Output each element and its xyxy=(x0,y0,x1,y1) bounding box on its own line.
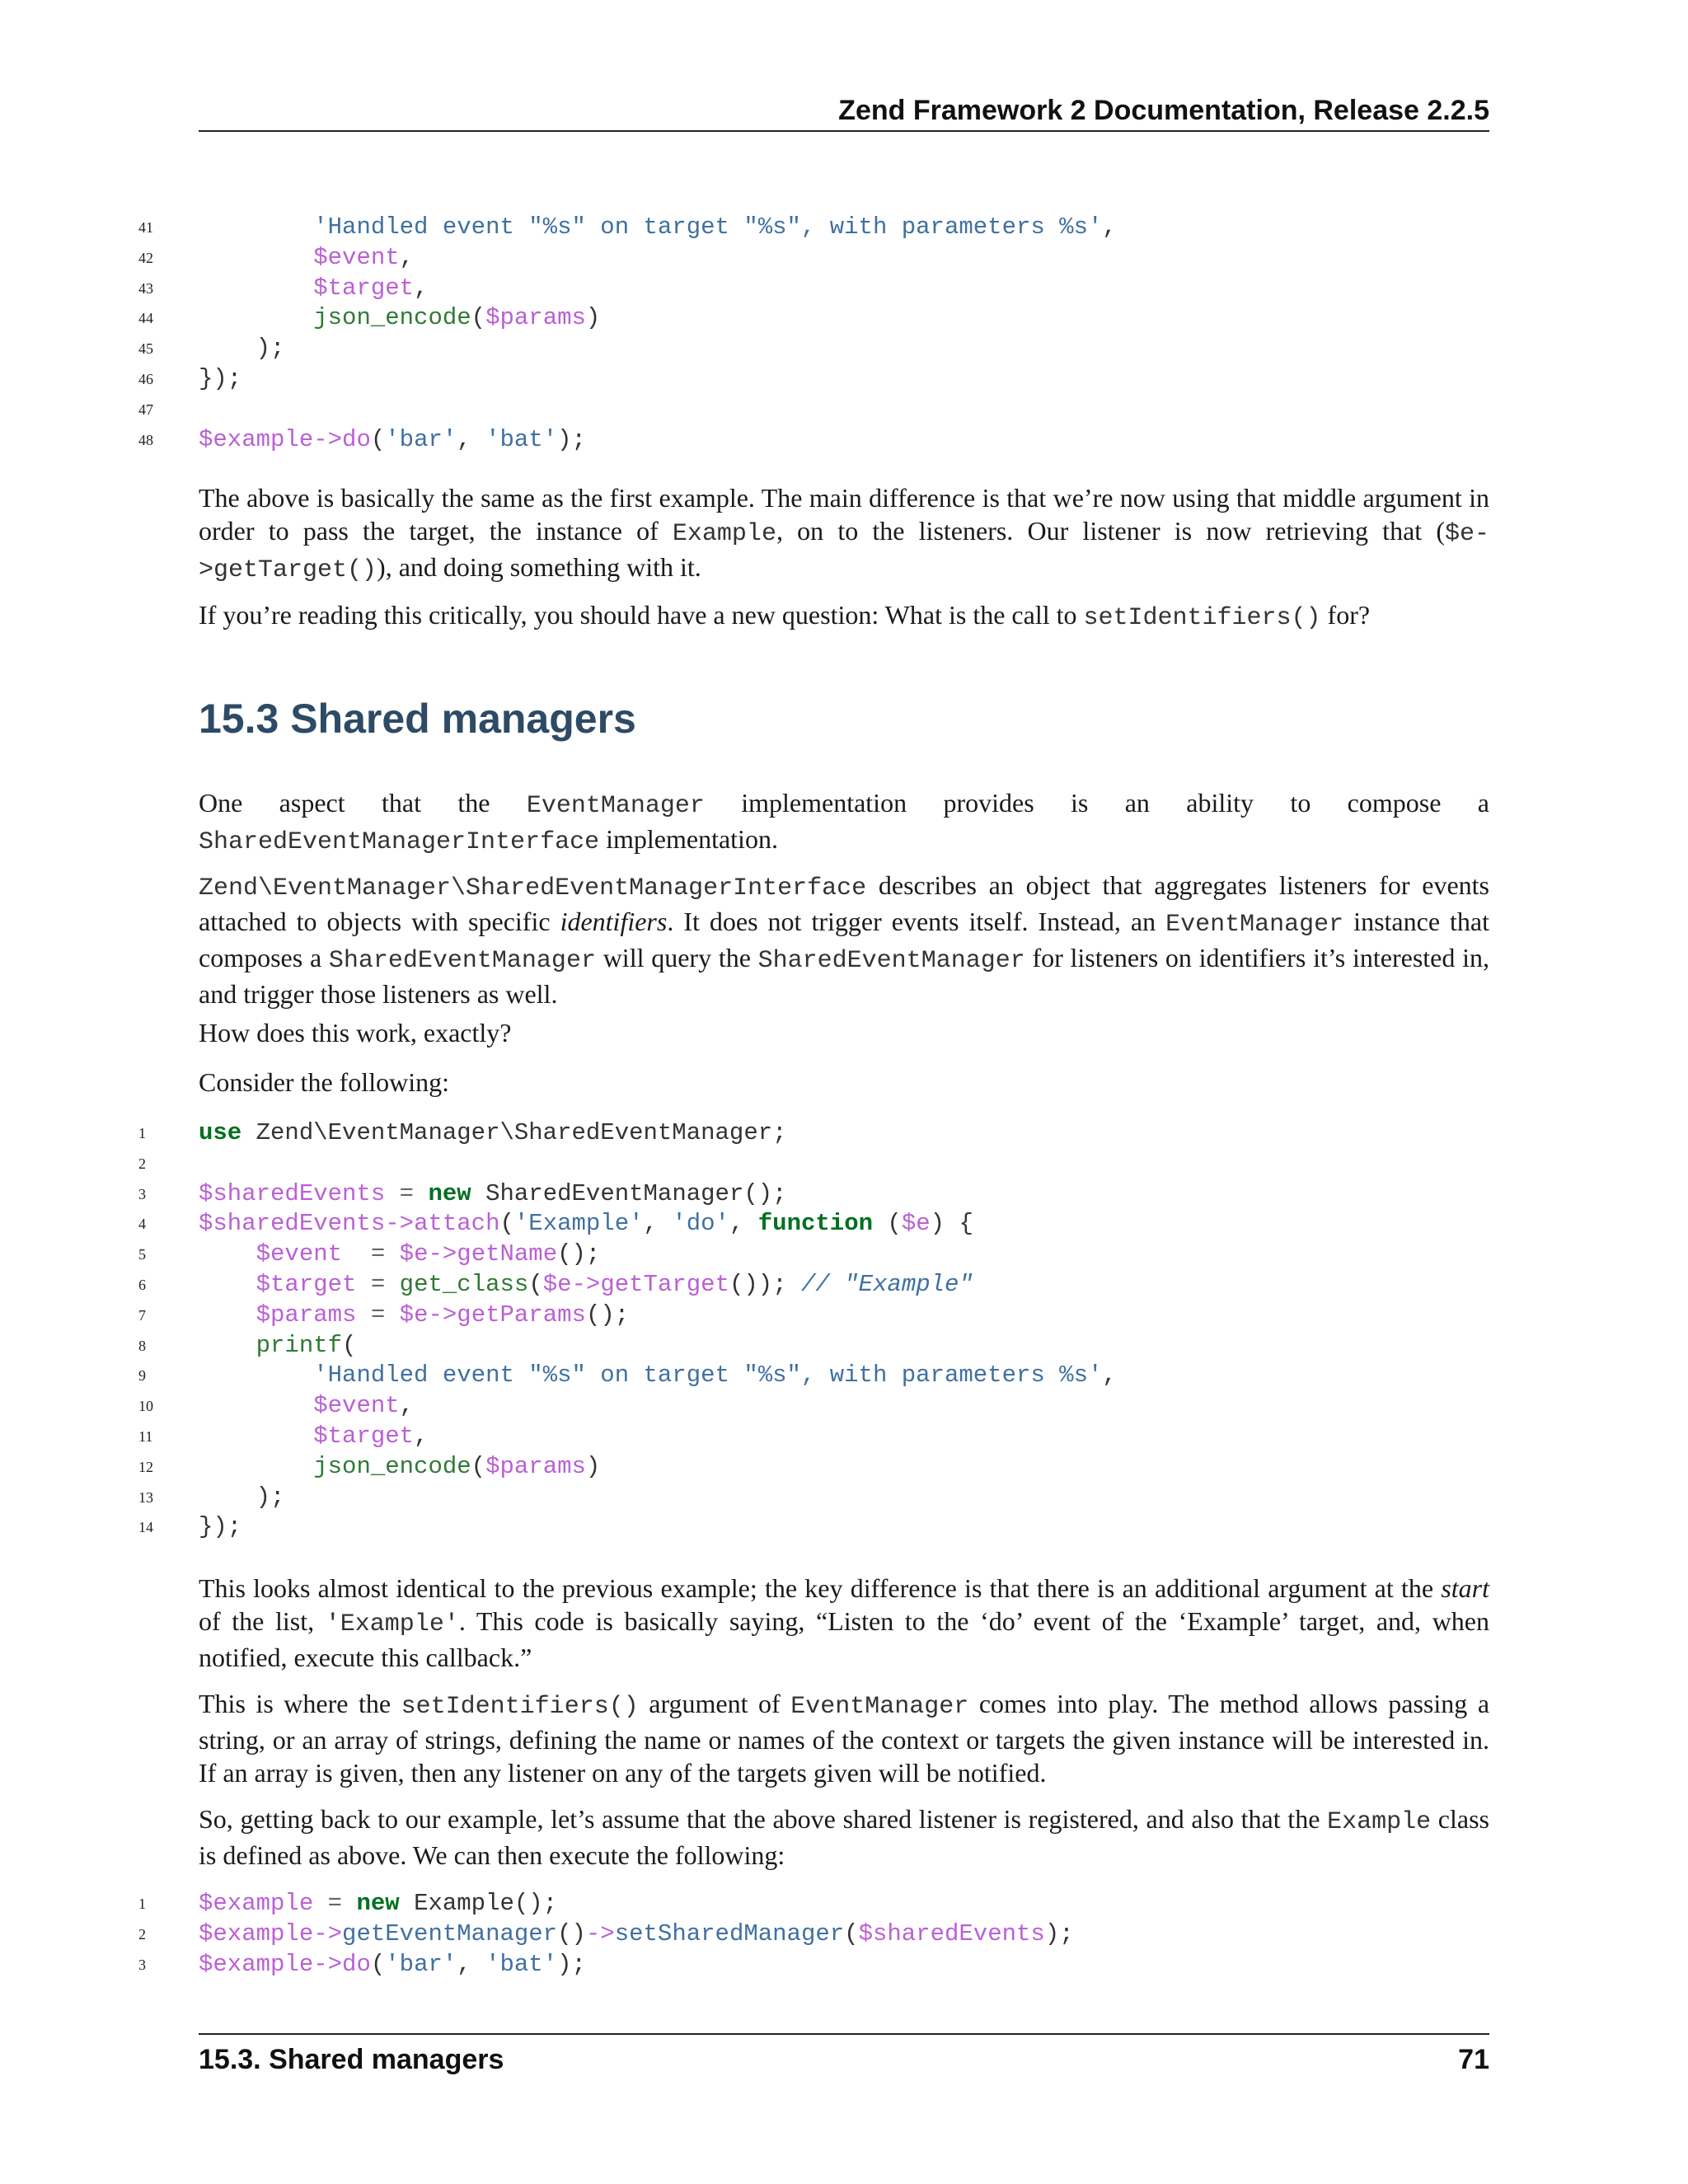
code-block-execute xyxy=(138,1889,1489,1980)
paragraph: If you’re reading this critically, you should have a new question: What is the call to setIdentifiers() for? xyxy=(199,600,1371,632)
line-number: 7 xyxy=(138,1306,146,1324)
code-line: 9 'Handled event "%s" on target "%s", with parameters %s', xyxy=(138,1361,1489,1391)
line-number: 2 xyxy=(138,1925,146,1943)
paragraph: How does this work, exactly? xyxy=(199,1018,512,1047)
section-title: 15.3 Shared managers xyxy=(199,696,636,742)
page-footer xyxy=(199,2033,1489,2084)
paragraph: One aspect that the EventManager implementation provides is an ability to compose a SharedEventManagerInterface implementation. xyxy=(199,788,1489,856)
paragraph: This looks almost identical to the previous example; the key difference is that there is an additional argument at the start of the list, 'Example'. This code is basically saying, “Listen to the ‘do’ event of the ‘Example’ target, and, when notified, execute this callback.” xyxy=(199,1573,1490,1672)
line-number: 41 xyxy=(138,219,153,236)
line-number: 47 xyxy=(138,401,153,418)
code-line: 12 json_encode($params) xyxy=(138,1452,1489,1483)
paragraph: Consider the following: xyxy=(199,1067,449,1097)
line-number: 43 xyxy=(138,279,153,297)
line-number: 4 xyxy=(138,1216,146,1233)
line-number: 45 xyxy=(138,340,153,358)
line-number: 11 xyxy=(138,1427,153,1445)
code-line: 2 $example->getEventManager()->setSharedManager($sharedEvents); xyxy=(138,1919,1489,1950)
line-number: 12 xyxy=(138,1458,153,1475)
line-number: 48 xyxy=(138,431,153,448)
page-header: Zend Framework 2 Documentation, Release 2.2.5 xyxy=(199,89,1489,132)
line-number: 1 xyxy=(138,1125,146,1141)
code-block-shared-listener xyxy=(138,1118,1489,1543)
line-number: 44 xyxy=(138,310,153,327)
line-number: 46 xyxy=(138,370,153,387)
code-line: 7 $params = $e->getParams(); xyxy=(138,1301,1489,1331)
code-line: 6 $target = get_class($e->getTarget()); // "Example" xyxy=(138,1270,1489,1301)
line-number: 6 xyxy=(138,1276,146,1293)
code-line: 11 $target, xyxy=(138,1422,1489,1452)
code-line xyxy=(138,1149,1489,1179)
code-line: 10 $event, xyxy=(138,1391,1489,1422)
code-line: 43 $target, xyxy=(138,274,1489,304)
code-line: 44 json_encode($params) xyxy=(138,303,1489,334)
line-number: 3 xyxy=(138,1956,146,1973)
code-line: 48 $example->do('bar', 'bat'); xyxy=(138,425,1489,456)
paragraph: Zend\EventManager\SharedEventManagerInterface describes an object that aggregates listeners for events attached to objects with specific identifiers. It does not trigger events itself. Instead, an EventManager instance that composes a SharedEventManager will query the SharedEventManager for listeners on identifiers it’s interested in, and trigger those listeners as well. xyxy=(199,870,1490,1009)
page-number: 71 xyxy=(1458,2044,1489,2075)
code-block-continuation xyxy=(138,213,1489,455)
line-number: 1 xyxy=(138,1896,146,1912)
code-line: 41 'Handled event "%s" on target "%s", with parameters %s', xyxy=(138,213,1489,243)
paragraph: The above is basically the same as the first example. The main difference is that we’re now using that middle argument in order to pass the target, the instance of Example, on to the listeners. Our listener is now retrieving that ($e->getTarget()), and doing something with it. xyxy=(199,483,1490,584)
line-number: 8 xyxy=(138,1337,146,1354)
paragraph: This is where the setIdentifiers() argument of EventManager comes into play. The method allows passing a string, or an array of strings, defining the name or names of the context or targets the given instance will be interested in. If an array is given, then any listener on any of the targets given will be notified. xyxy=(199,1689,1490,1788)
code-line: 8 printf( xyxy=(138,1331,1489,1361)
code-line: 4 $sharedEvents->attach('Example', 'do', function ($e) { xyxy=(138,1209,1489,1240)
code-line: 45 ); xyxy=(138,334,1489,364)
code-line: 3 $example->do('bar', 'bat'); xyxy=(138,1950,1489,1980)
line-number: 42 xyxy=(138,249,153,266)
paragraph: So, getting back to our example, let’s assume that the above shared listener is registered, and also that the Example class is defined as above. We can then execute the following: xyxy=(199,1804,1490,1870)
line-number: 5 xyxy=(138,1246,146,1263)
code-line: 42 $event, xyxy=(138,243,1489,274)
code-line: 1 $example = new Example(); xyxy=(138,1889,1489,1919)
code-line: 5 $event = $e->getName(); xyxy=(138,1240,1489,1270)
footer-section: 15.3. Shared managers xyxy=(199,2044,504,2075)
code-line: 3 $sharedEvents = new SharedEventManager(); xyxy=(138,1179,1489,1210)
line-number: 9 xyxy=(138,1367,146,1385)
code-line: 1 use Zend\EventManager\SharedEventManager; xyxy=(138,1118,1489,1149)
code-line xyxy=(138,395,1489,425)
line-number: 14 xyxy=(138,1519,153,1536)
code-line: 14 }); xyxy=(138,1512,1489,1543)
code-line: 13 ); xyxy=(138,1483,1489,1513)
code-line: 46 }); xyxy=(138,364,1489,395)
line-number: 10 xyxy=(138,1398,153,1415)
line-number: 13 xyxy=(138,1488,153,1506)
line-number: 2 xyxy=(138,1155,146,1172)
line-number: 3 xyxy=(138,1185,146,1202)
